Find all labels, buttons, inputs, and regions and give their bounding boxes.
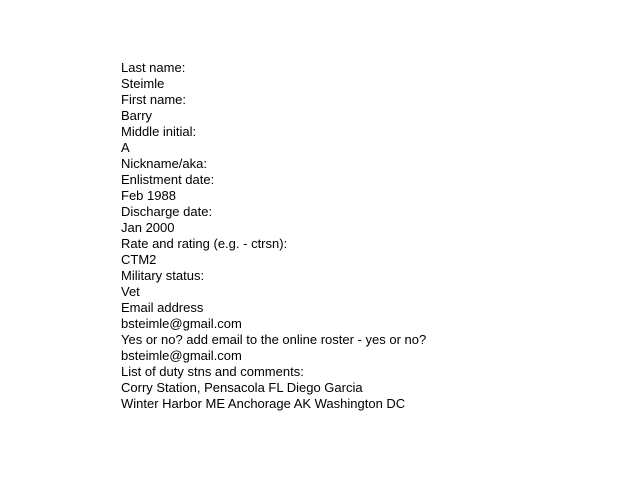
military-status-value: Vet	[121, 284, 140, 299]
first-name-label: First name:	[121, 92, 187, 107]
nickname-label: Nickname/aka:	[121, 156, 207, 171]
roster-consent-value: bsteimle@gmail.com	[121, 348, 242, 363]
last-name-value: Steimle	[121, 76, 165, 91]
military-status-label: Military status:	[121, 268, 205, 283]
discharge-date-label: Discharge date:	[121, 204, 213, 219]
email-value: bsteimle@gmail.com	[121, 316, 242, 331]
first-name-value: Barry	[121, 108, 153, 123]
discharge-date-value: Jan 2000	[121, 220, 175, 235]
last-name-label: Last name:	[121, 60, 186, 75]
rate-rating-label: Rate and rating (e.g. - ctrsn):	[121, 236, 288, 251]
rate-rating-value: CTM2	[121, 252, 157, 267]
enlistment-date-value: Feb 1988	[121, 188, 176, 203]
middle-initial-value: A	[121, 140, 130, 155]
email-label: Email address	[121, 300, 204, 315]
duty-stations-line: Corry Station, Pensacola FL Diego Garcia	[121, 380, 363, 395]
duty-stations-line: Winter Harbor ME Anchorage AK Washington DC	[121, 396, 406, 411]
duty-stations-label: List of duty stns and comments:	[121, 364, 304, 379]
service-record	[121, 60, 621, 412]
roster-consent-label: Yes or no? add email to the online roster - yes or no?	[121, 332, 427, 347]
enlistment-date-label: Enlistment date:	[121, 172, 215, 187]
middle-initial-label: Middle initial:	[121, 124, 197, 139]
